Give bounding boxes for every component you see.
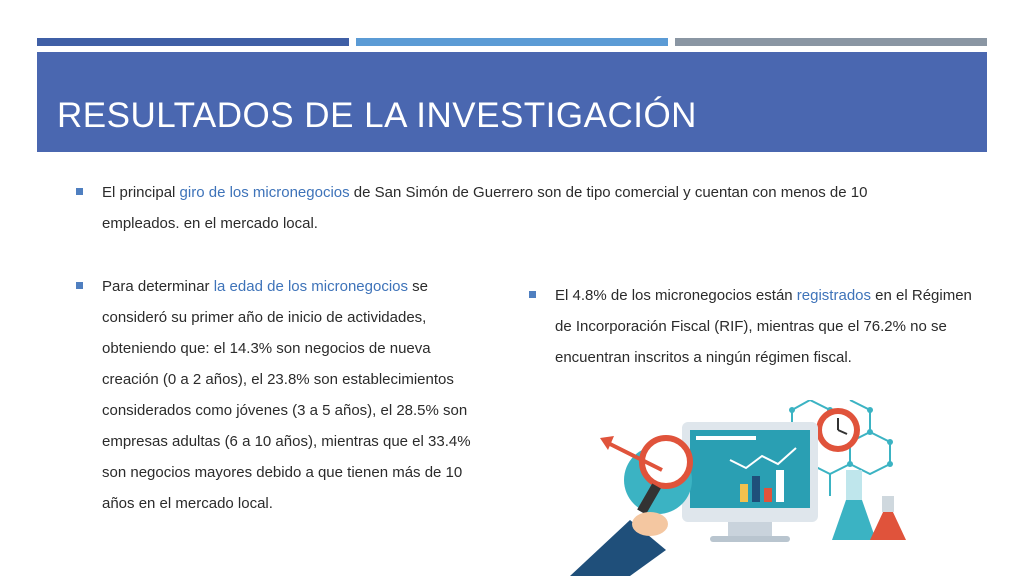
page-title: RESULTADOS DE LA INVESTIGACIÓN bbox=[57, 96, 697, 135]
bullet-giro bbox=[102, 177, 922, 239]
bullet-giro-post: de San Simón de Guerrero son de tipo comercial y cuentan con menos de 10 empleados. en el mercado local. bbox=[102, 184, 868, 232]
hand-icon bbox=[570, 512, 668, 576]
accent-bar-gray bbox=[675, 38, 987, 46]
accent-bar-dark bbox=[37, 38, 349, 46]
research-analytics-illustration bbox=[570, 400, 930, 576]
illustration-svg bbox=[570, 400, 930, 576]
bullet-giro-pre: El principal bbox=[102, 184, 180, 201]
bullet-giro-highlight: giro de los micronegocios bbox=[179, 184, 350, 201]
bullet-square-icon bbox=[76, 188, 83, 195]
bullet-registro bbox=[555, 280, 975, 373]
clock-icon bbox=[816, 408, 860, 452]
bullet-square-icon bbox=[76, 282, 83, 289]
test-tube-icon bbox=[870, 496, 906, 540]
accent-bar-light bbox=[356, 38, 668, 46]
bullet-square-icon bbox=[529, 291, 536, 298]
bullet-registro-highlight: registrados bbox=[796, 287, 871, 304]
bullet-edad-post: se consideró su primer año de inicio de actividades, obteniendo que: el 14.3% son negocios de nueva creación (0 a 2 años), el 23.8% son establecimientos considerados como jóvenes (3 a 5 años), el 28.5% son empresas adultas (6 a 10 años), mientras que el 33.4% son negocios mayores debido a que tienen más de 10 años en el mercado local. bbox=[102, 278, 471, 512]
bullet-edad bbox=[102, 271, 482, 519]
flask-icon bbox=[832, 470, 876, 540]
bullet-registro-pre: El 4.8% de los micronegocios están bbox=[555, 287, 797, 304]
bullet-registro-post: en el Régimen de Incorporación Fiscal (RIF), mientras que el 76.2% no se encuentran inscritos a ningún régimen fiscal. bbox=[555, 287, 972, 366]
bullet-edad-highlight: la edad de los micronegocios bbox=[213, 278, 409, 295]
monitor-icon bbox=[682, 422, 818, 542]
title-band bbox=[37, 52, 987, 152]
bullet-edad-pre: Para determinar bbox=[102, 278, 214, 295]
